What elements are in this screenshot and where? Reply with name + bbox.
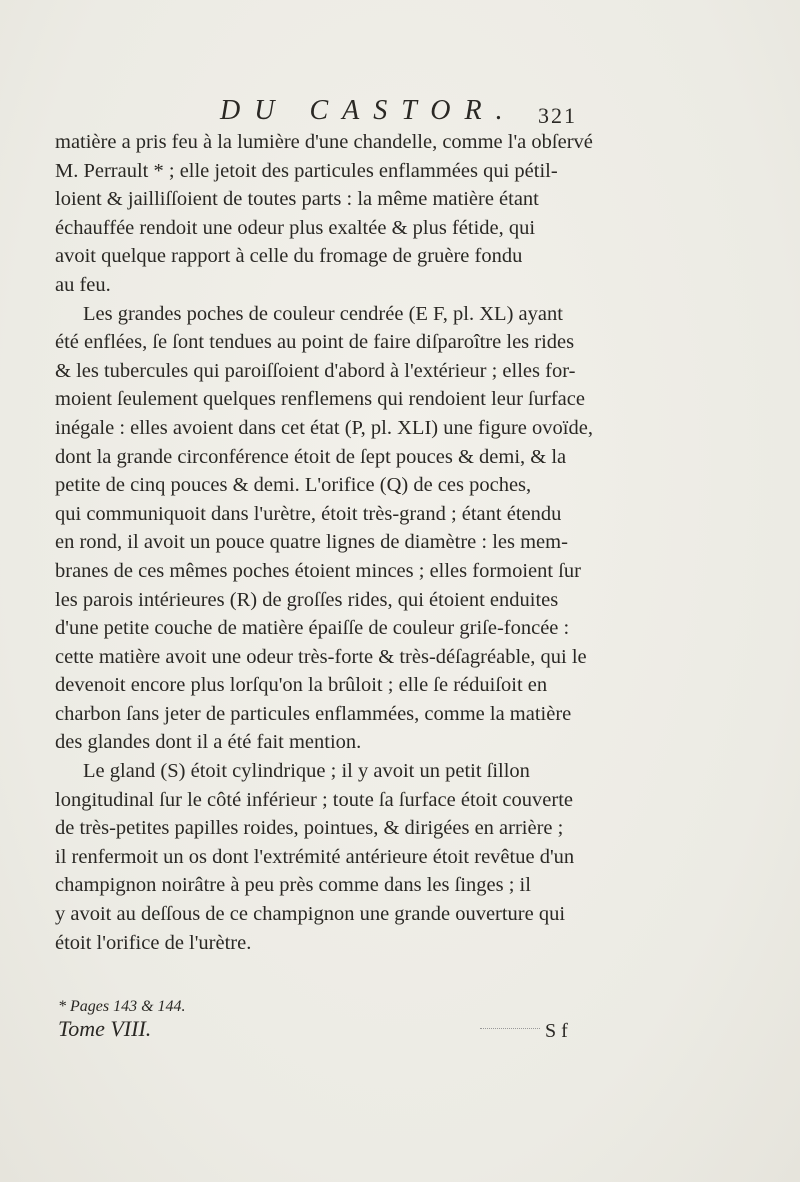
text-line: loient & jailliſſoient de toutes parts : la même matière étant xyxy=(55,188,539,211)
text-line: dont la grande circonférence étoit de ſept pouces & demi, & la xyxy=(55,445,567,468)
text-line: branes de ces mêmes poches étoient minces ; elles formoient ſur xyxy=(55,559,581,582)
text-line: d'une petite couche de matière épaiſſe de couleur griſe-foncée : xyxy=(55,617,570,640)
text-line: échauffée rendoit une odeur plus exaltée & plus fétide, qui xyxy=(55,216,536,239)
text-line: été enflées, ſe ſont tendues au point de faire diſparoître les rides xyxy=(55,331,575,354)
text-line: moient ſeulement quelques renflemens qui rendoient leur ſurface xyxy=(55,388,585,411)
tome-label: Tome VIII. xyxy=(58,1016,152,1041)
text-line: les parois intérieures (R) de groſſes rides, qui étoient enduites xyxy=(55,588,559,611)
text-line: & les tubercules qui paroiſſoient d'abord à l'extérieur ; elles for- xyxy=(55,359,576,382)
text-line: matière a pris feu à la lumière d'une chandelle, comme l'a obſervé xyxy=(55,131,593,153)
signature-mark: S f xyxy=(545,1020,568,1042)
running-title: DU CASTOR. xyxy=(220,95,517,126)
text-line: inégale : elles avoient dans cet état (P, pl. XLI) une figure ovoïde, xyxy=(55,416,593,439)
text-line: champignon noirâtre à peu près comme dans les ſinges ; il xyxy=(55,874,531,897)
text-line: petite de cinq pouces & demi. L'orifice (Q) de ces poches, xyxy=(55,474,532,497)
text-line: au feu. xyxy=(55,273,111,296)
text-line: il renfermoit un os dont l'extrémité antérieure étoit revêtue d'un xyxy=(55,845,575,868)
body-text xyxy=(55,128,755,957)
text-line: cette matière avoit une odeur très-forte & très-déſagréable, qui le xyxy=(55,645,587,668)
text-line: M. Perrault * ; elle jetoit des particules enflammées qui pétil- xyxy=(55,159,558,182)
text-line: y avoit au deſſous de ce champignon une grande ouverture qui xyxy=(55,903,566,926)
text-line: qui communiquoit dans l'urètre, étoit très-grand ; étant étendu xyxy=(55,502,562,525)
divider xyxy=(480,1028,540,1030)
text-line: de très-petites papilles roides, pointues, & dirigées en arrière ; xyxy=(55,817,564,840)
text-line: avoit quelque rapport à celle du fromage de gruère fondu xyxy=(55,245,523,268)
page-number: 321 xyxy=(538,103,577,128)
text-line: en rond, il avoit un pouce quatre lignes de diamètre : les mem- xyxy=(55,531,568,554)
text-line: des glandes dont il a été fait mention. xyxy=(55,731,362,754)
text-line: charbon ſans jeter de particules enflammées, comme la matière xyxy=(55,702,572,725)
footnote: * Pages 143 & 144. xyxy=(58,998,186,1015)
text-line: longitudinal ſur le côté inférieur ; toute ſa ſurface étoit couverte xyxy=(55,788,573,811)
paragraph-start-line: Le gland (S) étoit cylindrique ; il y avoit un petit ſillon xyxy=(83,760,530,783)
text-line: devenoit encore plus lorſqu'on la brûloit ; elle ſe réduiſoit en xyxy=(55,674,548,697)
text-line: étoit l'orifice de l'urètre. xyxy=(55,931,252,954)
paragraph-start-line: Les grandes poches de couleur cendrée (E F, pl. XL) ayant xyxy=(83,302,563,325)
